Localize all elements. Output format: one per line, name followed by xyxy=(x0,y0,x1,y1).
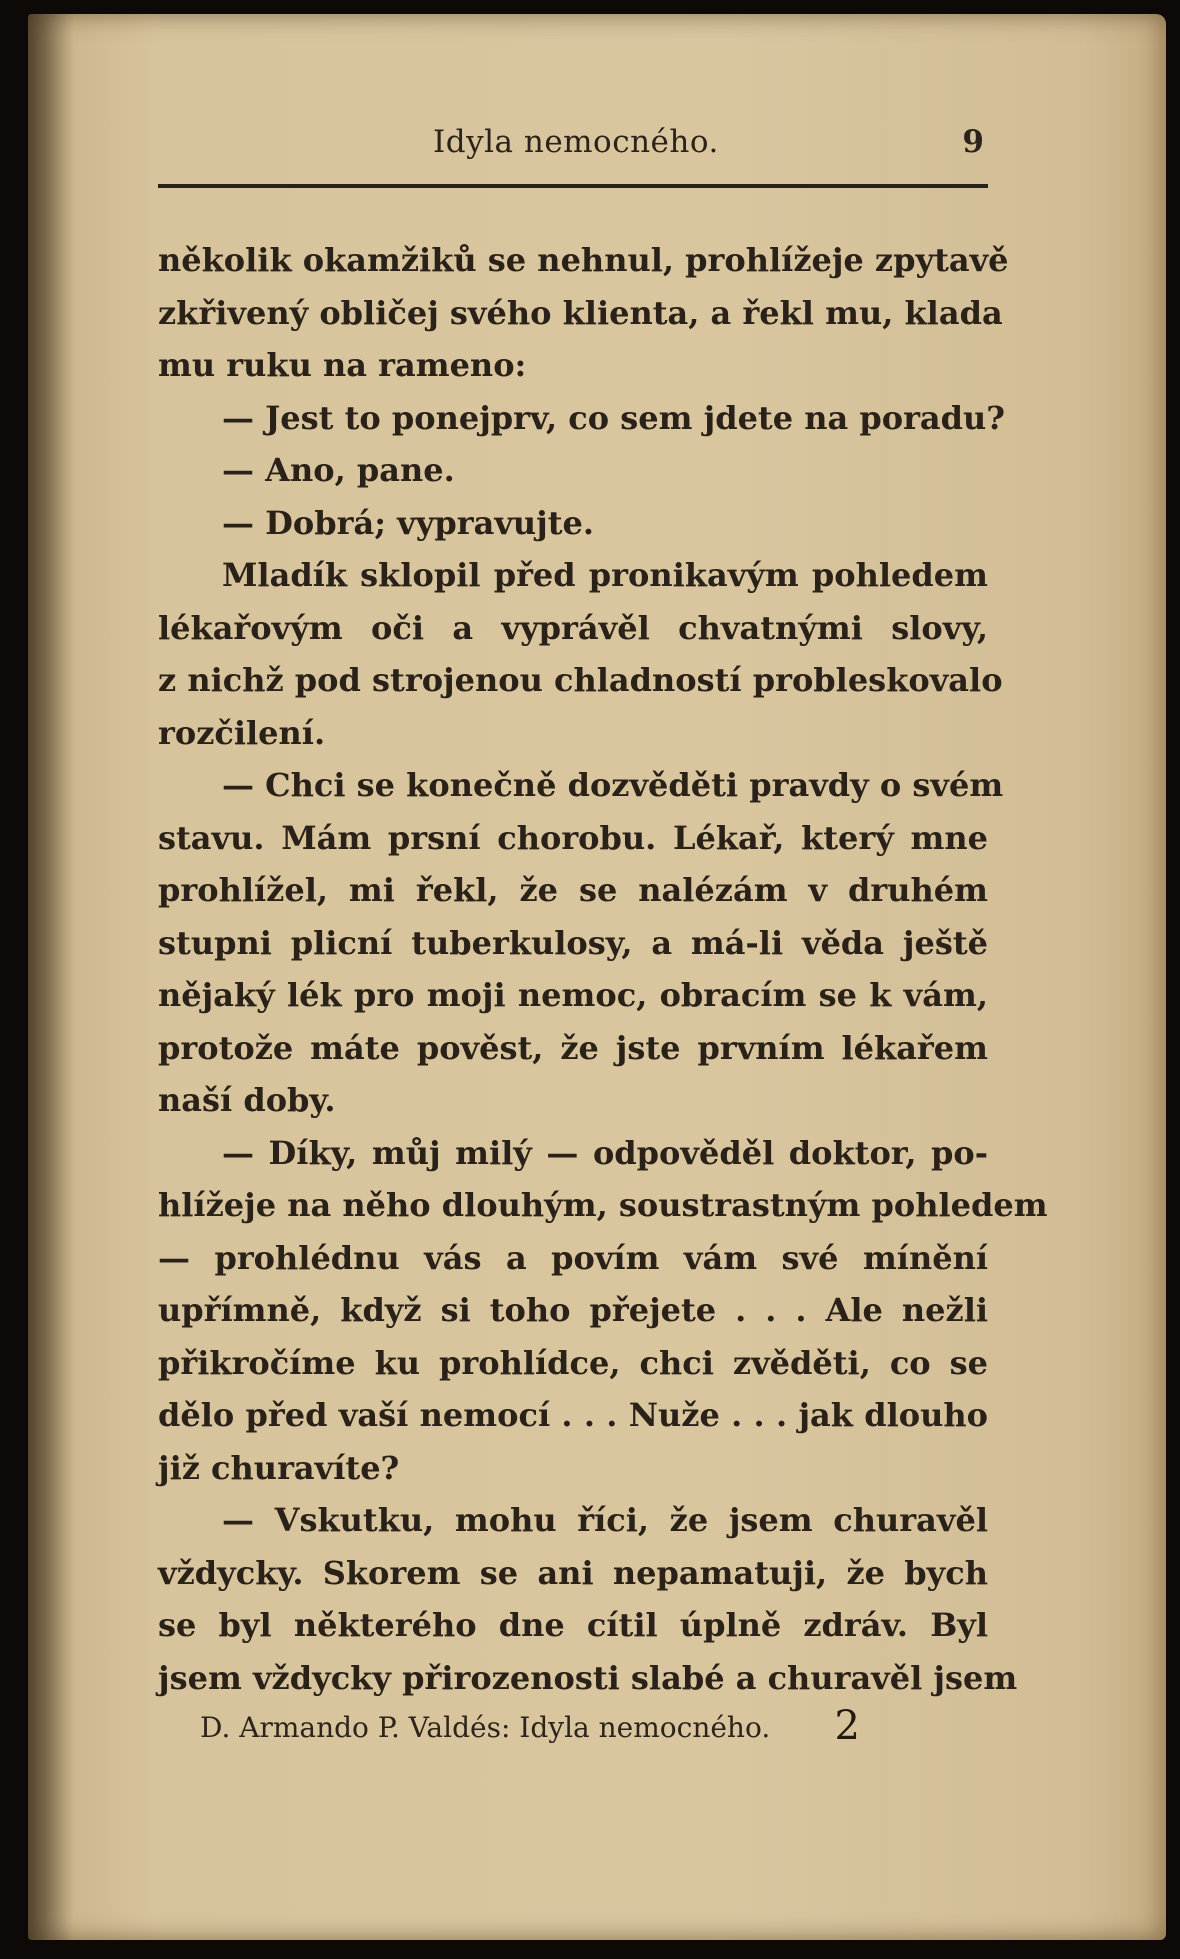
text-line: se byl některého dne cítil úplně zdráv. Byl xyxy=(158,1606,988,1644)
text-line: zkřivený obličej svého klienta, a řekl mu, klada xyxy=(158,293,1003,332)
running-title: Idyla nemocného. xyxy=(433,124,719,160)
text-line: stavu. Mám prsní chorobu. Lékař, který mne xyxy=(158,818,988,857)
text-line: — prohlédnu vás a povím vám své mínění xyxy=(158,1238,988,1277)
page-gutter-shadow xyxy=(28,14,74,1940)
text-line: naší doby. xyxy=(158,1081,336,1119)
text-line: lékařovým oči a vyprávěl chvatnými slovy, xyxy=(158,608,988,647)
text-line: stupni plicní tuberkulosy, a má-li věda ještě xyxy=(158,923,988,962)
text-line: několik okamžiků se nehnul, prohlížeje zpytavě xyxy=(158,241,1009,279)
text-line: nějaký lék pro moji nemoc, obracím se k vám, xyxy=(158,976,988,1014)
text-line: hlížeje na něho dlouhým, soustrastným pohledem xyxy=(158,1186,1048,1224)
text-line: — Díky, můj milý — odpověděl doktor, po- xyxy=(222,1133,988,1172)
sheet-mark: 2 xyxy=(834,1703,860,1749)
page-number: 9 xyxy=(962,124,984,160)
text-line: — Ano, pane. xyxy=(222,451,455,489)
text-line: již churavíte? xyxy=(158,1448,400,1487)
text-line: — Chci se konečně dozvěděti pravdy o svém xyxy=(222,766,1004,804)
text-line: přikročíme ku prohlídce, chci zvěděti, co se xyxy=(158,1343,988,1382)
page-header xyxy=(158,124,988,188)
text-line: dělo před vaší nemocí . . . Nuže . . . jak dlouho xyxy=(158,1396,988,1434)
page-footer xyxy=(200,1703,860,1753)
text-line: jsem vždycky přirozenosti slabé a churavěl jsem xyxy=(158,1658,1018,1697)
text-line: z nichž pod strojenou chladností probleskovalo xyxy=(158,661,1003,699)
text-line: — Jest to ponejprv, co sem jdete na poradu? xyxy=(222,398,1006,437)
body-text xyxy=(158,234,1048,1704)
text-line: prohlížel, mi řekl, že se nalézám v druhém xyxy=(158,871,988,909)
printer-signature: D. Armando P. Valdés: Idyla nemocného. xyxy=(200,1711,771,1744)
text-line: — Vskutku, mohu říci, že jsem churavěl xyxy=(222,1501,988,1539)
text-line: vždycky. Skorem se ani nepamatuji, že bych xyxy=(158,1553,988,1592)
text-line: upřímně, když si toho přejete . . . Ale nežli xyxy=(158,1291,988,1329)
text-line: rozčilení. xyxy=(158,713,326,752)
text-line: — Dobrá; vypravujte. xyxy=(222,503,595,542)
text-line: Mladík sklopil před pronikavým pohledem xyxy=(222,556,988,594)
text-line: mu ruku na rameno: xyxy=(158,346,527,384)
text-line: protože máte pověst, že jste prvním lékařem xyxy=(158,1028,988,1067)
